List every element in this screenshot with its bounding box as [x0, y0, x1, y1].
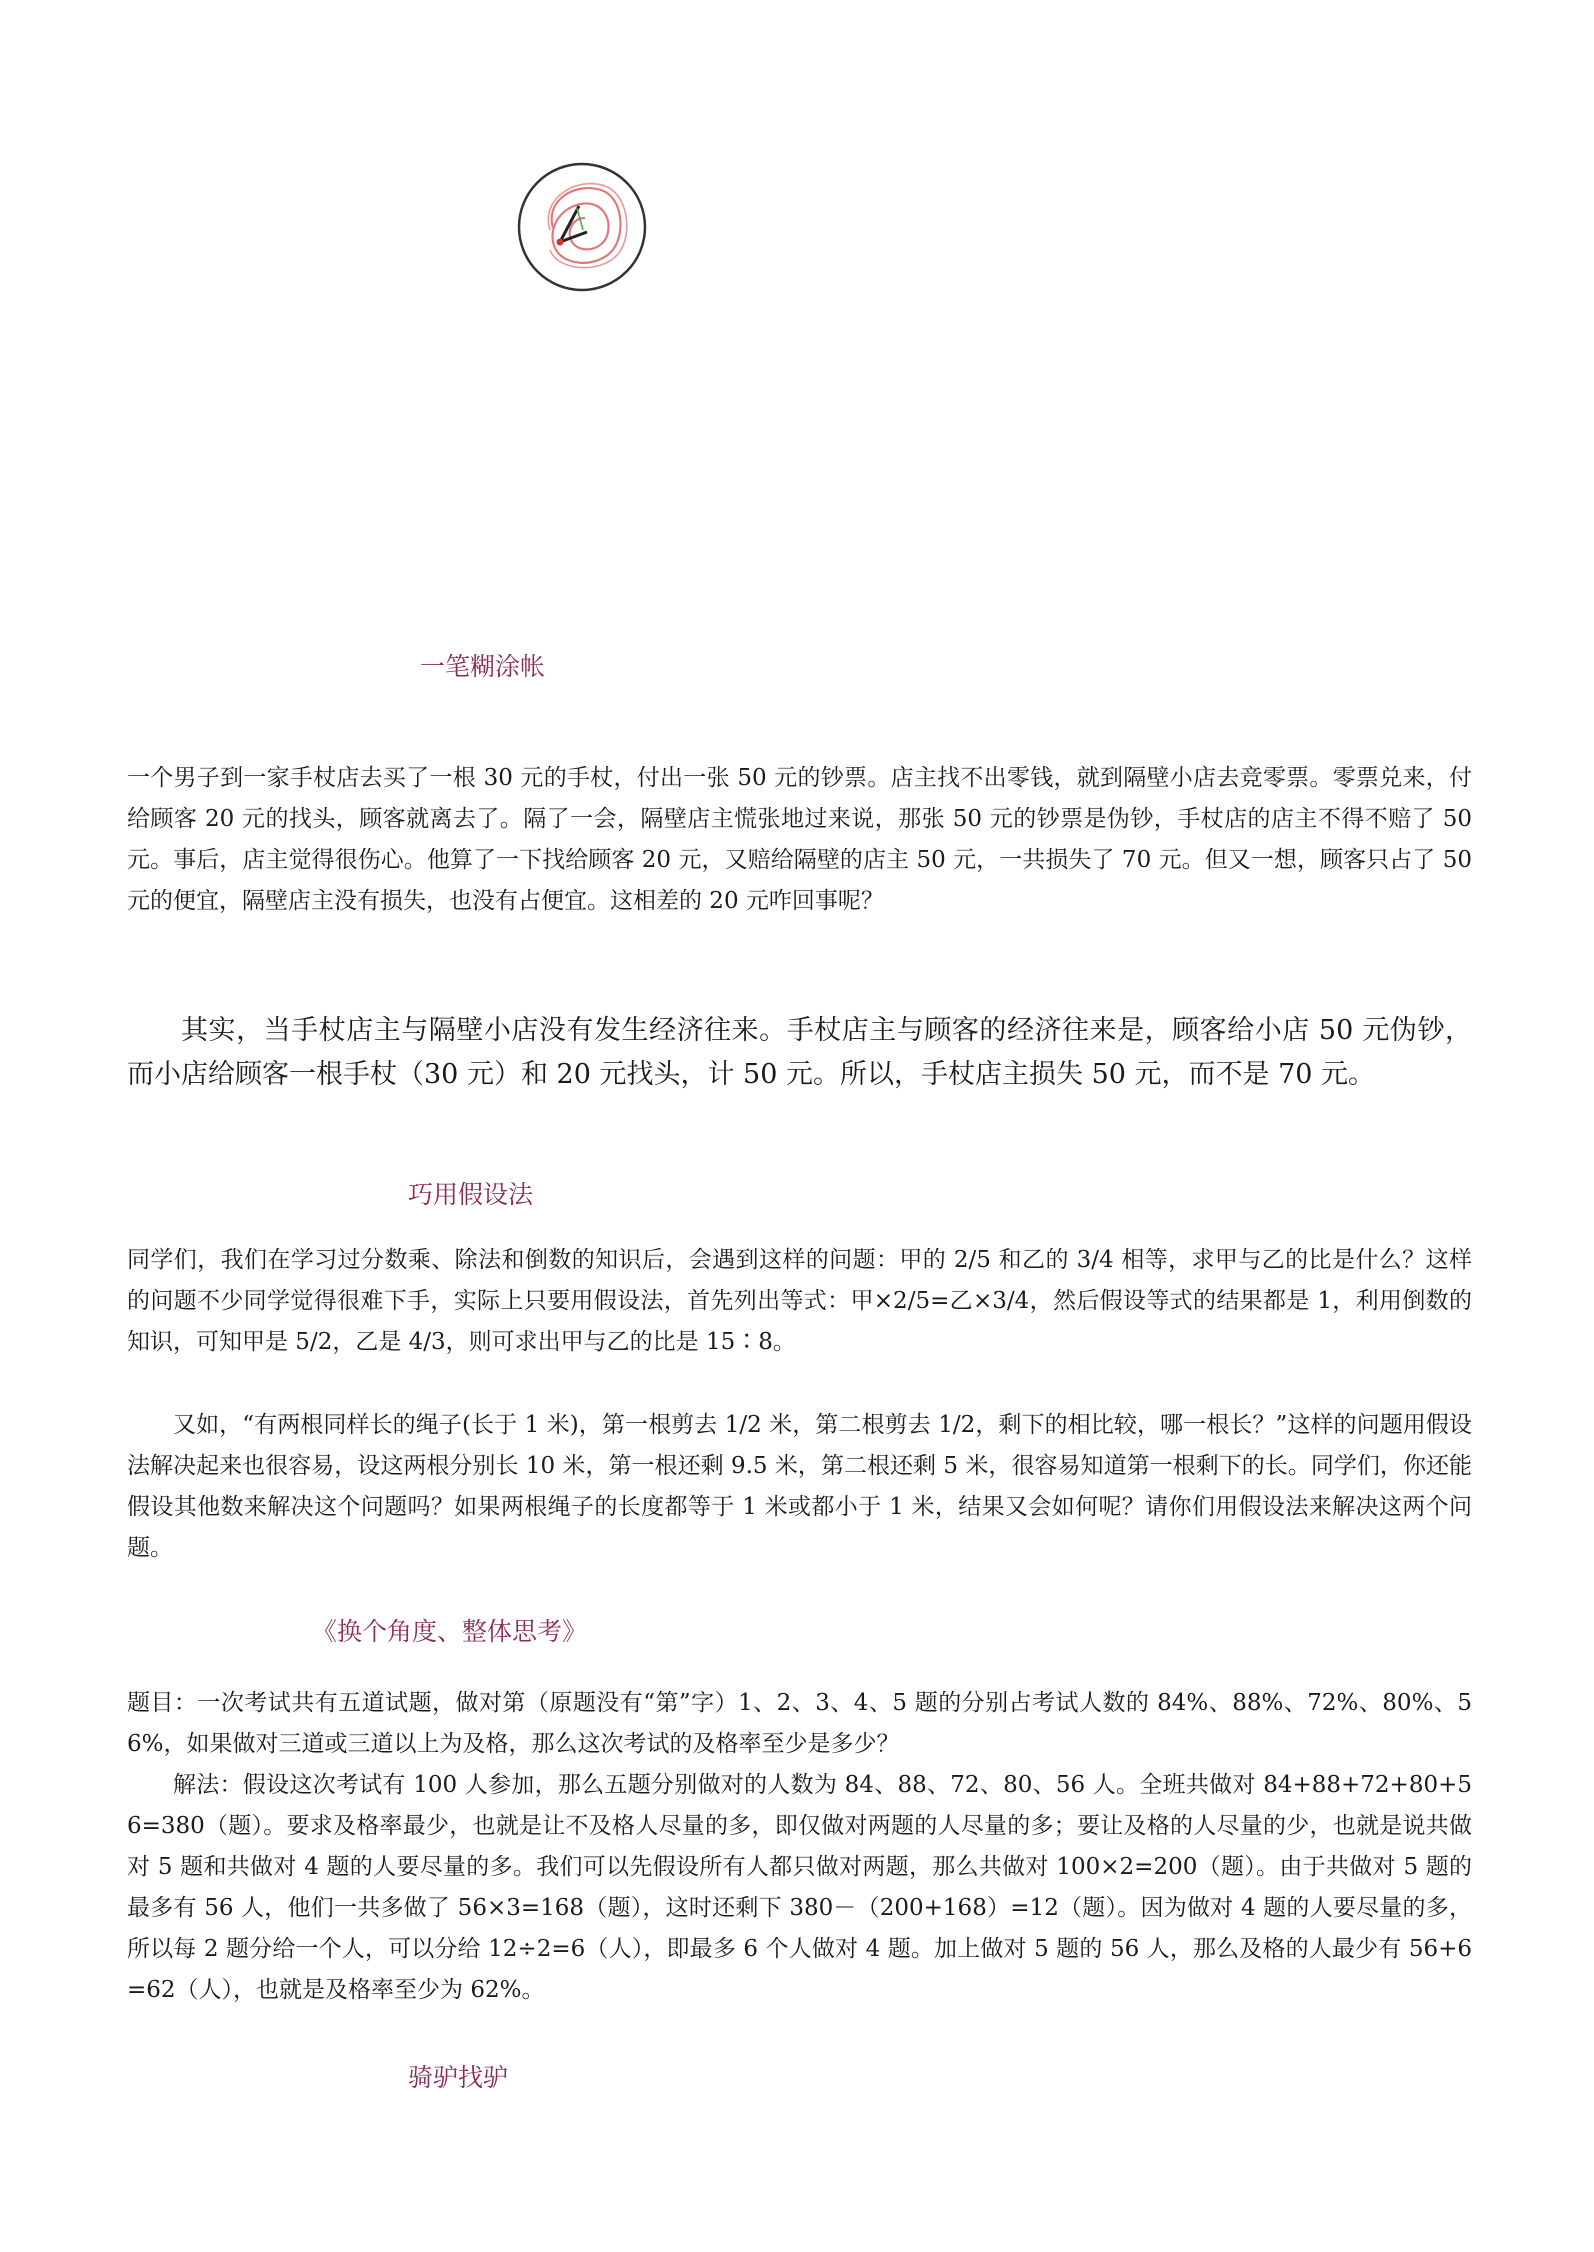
section-title: 巧用假设法	[408, 1180, 534, 1209]
paragraph: 又如，“有两根同样长的绳子(长于 1 米)，第一根剪去 1/2 米，第二根剪去 1/2，剩下的相比较，哪一根长？”这样的问题用假设法解决起来也很容易，设这两根分别长 10 米，第一根还剩 9.5 米，第二根还剩 5 米，很容易知道第一根剩下的长。同学们，你还能假设其他数来解决这个问题吗？如果两根绳子的长度都等于 1 米或都小于 1 米，结果又会如何呢？请你们用假设法来解决这两个问题。	[127, 1412, 1472, 1561]
section-title: 《换个角度、整体思考》	[312, 1617, 588, 1646]
paragraph: 一个男子到一家手杖店去买了一根 30 元的手杖，付出一张 50 元的钞票。店主找不出零钱，就到隔壁小店去竞零票。零票兑来，付给顾客 20 元的找头，顾客就离去了。隔了一会，隔壁店主慌张地过来说，那张 50 元的钞票是伪钞，手杖店的店主不得不赔了 50 元。事后，店主觉得很伤心。他算了一下找给顾客 20 元，又赔给隔壁的店主 50 元，一共损失了 70 元。但又一想，顾客只占了 50 元的便宜，隔壁店主没有损失，也没有占便宜。这相差的 20 元咋回事呢？	[127, 765, 1472, 914]
section-title: 骑驴找驴	[408, 2063, 509, 2092]
paragraph: 同学们，我们在学习过分数乘、除法和倒数的知识后，会遇到这样的问题：甲的 2/5 和乙的 3/4 相等，求甲与乙的比是什么？这样的问题不少同学觉得很难下手，实际上只要用假设法，首先列出等式：甲×2/5=乙×3/4，然后假设等式的结果都是 1，利用倒数的知识，可知甲是 5/2，乙是 4/3，则可求出甲与乙的比是 15∶8。	[127, 1247, 1472, 1355]
paragraph: 解法：假设这次考试有 100 人参加，那么五题分别做对的人数为 84、88、72、80、56 人。全班共做对 84+88+72+80+56=380（题）。要求及格率最少，也就是让不及格人尽量的多，即仅做对两题的人尽量的多；要让及格的人尽量的少，也就是说共做对 5 题和共做对 4 题的人要尽量的多。我们可以先假设所有人都只做对两题，那么共做对 100×2=200（题）。由于共做对 5 题的最多有 56 人，他们一共多做了 56×3=168（题），这时还剩下 380－（200+168）=12（题）。因为做对 4 题的人要尽量的多，所以每 2 题分给一个人，可以分给 12÷2=6（人），即最多 6 个人做对 4 题。加上做对 5 题的 56 人，那么及格的人最少有 56+6=62（人），也就是及格率至少为 62%。	[127, 1772, 1472, 2003]
spiral-target-illustration	[515, 160, 650, 295]
section-title: 一笔糊涂帐	[420, 652, 546, 681]
paragraph: 题目：一次考试共有五道试题，做对第（原题没有“第”字）1、2、3、4、5 题的分别占考试人数的 84%、88%、72%、80%、56%，如果做对三道或三道以上为及格，那么这次考试的及格率至少是多少？	[127, 1690, 1472, 1757]
paragraph: 其实，当手杖店主与隔壁小店没有发生经济往来。手杖店主与顾客的经济往来是，顾客给小店 50 元伪钞，而小店给顾客一根手杖（30 元）和 20 元找头，计 50 元。所以，手杖店主损失 50 元，而不是 70 元。	[127, 1015, 1472, 1090]
